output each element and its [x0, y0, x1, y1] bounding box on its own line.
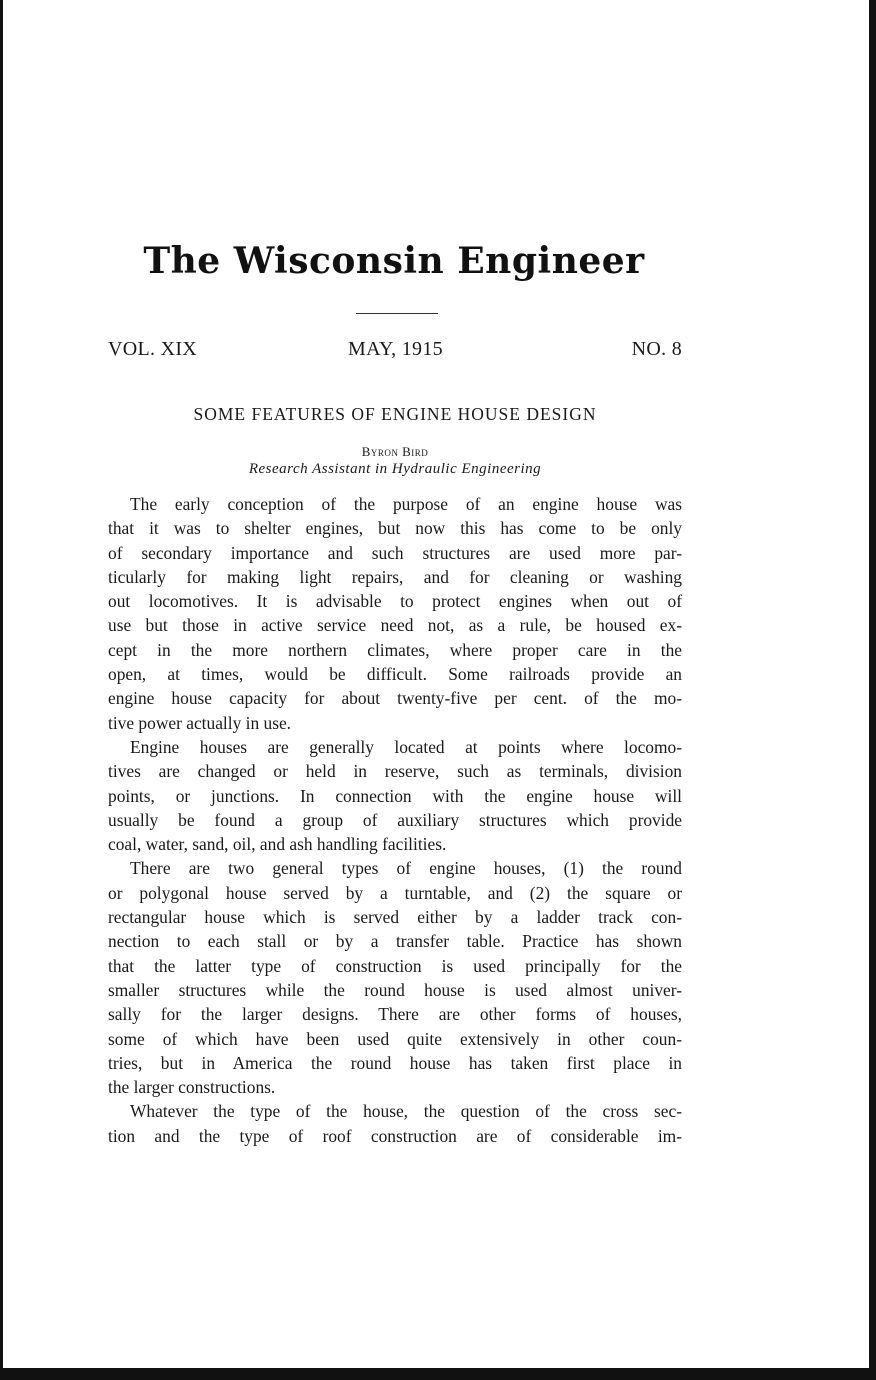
body-line: of secondary importance and such structures are used more par- — [108, 542, 682, 563]
body-line: tion and the type of roof construction are of considerable im- — [108, 1125, 682, 1146]
body-line: use but those in active service need not, as a rule, be housed ex- — [108, 615, 682, 636]
issue-info-line — [108, 338, 682, 364]
body-line: cept in the more northern climates, where proper care in the — [108, 639, 682, 660]
article-body — [108, 492, 682, 1148]
body-line: or polygonal house served by a turntable, and (2) the square or — [108, 882, 682, 903]
article-author: Byron Bird — [361, 444, 429, 459]
masthead-title: The Wisconsin Engineer — [143, 240, 645, 282]
body-line: some of which have been used quite extensively in other coun- — [108, 1028, 682, 1049]
scan-border-right — [869, 0, 876, 1380]
body-line: coal, water, sand, oil, and ash handling facilities. — [108, 834, 447, 855]
body-line: engine house capacity for about twenty-five per cent. of the mo- — [108, 688, 682, 709]
issue-date: MAY, 1915 — [348, 338, 443, 360]
body-line: the larger constructions. — [108, 1077, 276, 1098]
body-line: tives are changed or held in reserve, such as terminals, division — [108, 761, 682, 782]
body-line: smaller structures while the round house is used almost univer- — [108, 979, 682, 1000]
body-line: usually be found a group of auxiliary structures which provide — [108, 809, 682, 830]
issue-volume: VOL. XIX — [108, 338, 198, 360]
article-affiliation: Research Assistant in Hydraulic Engineering — [248, 461, 542, 477]
body-line: There are two general types of engine houses, (1) the round — [130, 858, 682, 879]
article-title: SOME FEATURES OF ENGINE HOUSE DESIGN — [193, 404, 597, 424]
body-line: out locomotives. It is advisable to protect engines when out of — [108, 591, 682, 612]
body-line: Whatever the type of the house, the question of the cross sec- — [130, 1101, 682, 1122]
body-line: nection to each stall or by a transfer table. Practice has shown — [108, 931, 682, 952]
scan-border-left — [0, 0, 3, 1380]
body-line: tive power actually in use. — [108, 712, 292, 733]
body-line: ticularly for making light repairs, and for cleaning or washing — [108, 566, 682, 587]
body-line: rectangular house which is served either by a ladder track con- — [108, 907, 682, 928]
body-line: The early conception of the purpose of an engine house was — [130, 494, 682, 514]
scan-border-bottom — [0, 1368, 876, 1380]
body-line: that it was to shelter engines, but now this has come to be only — [108, 518, 682, 539]
masthead-divider — [356, 313, 438, 314]
body-line: points, or junctions. In connection with the engine house will — [108, 785, 682, 806]
body-line: open, at times, would be difficult. Some railroads provide an — [108, 664, 682, 685]
body-line: that the latter type of construction is used principally for the — [108, 955, 682, 976]
issue-number: NO. 8 — [631, 338, 682, 360]
body-line: tries, but in America the round house has taken first place in — [108, 1052, 682, 1073]
body-line: sally for the larger designs. There are other forms of houses, — [108, 1004, 682, 1025]
body-line: Engine houses are generally located at points where locomo- — [130, 736, 682, 757]
